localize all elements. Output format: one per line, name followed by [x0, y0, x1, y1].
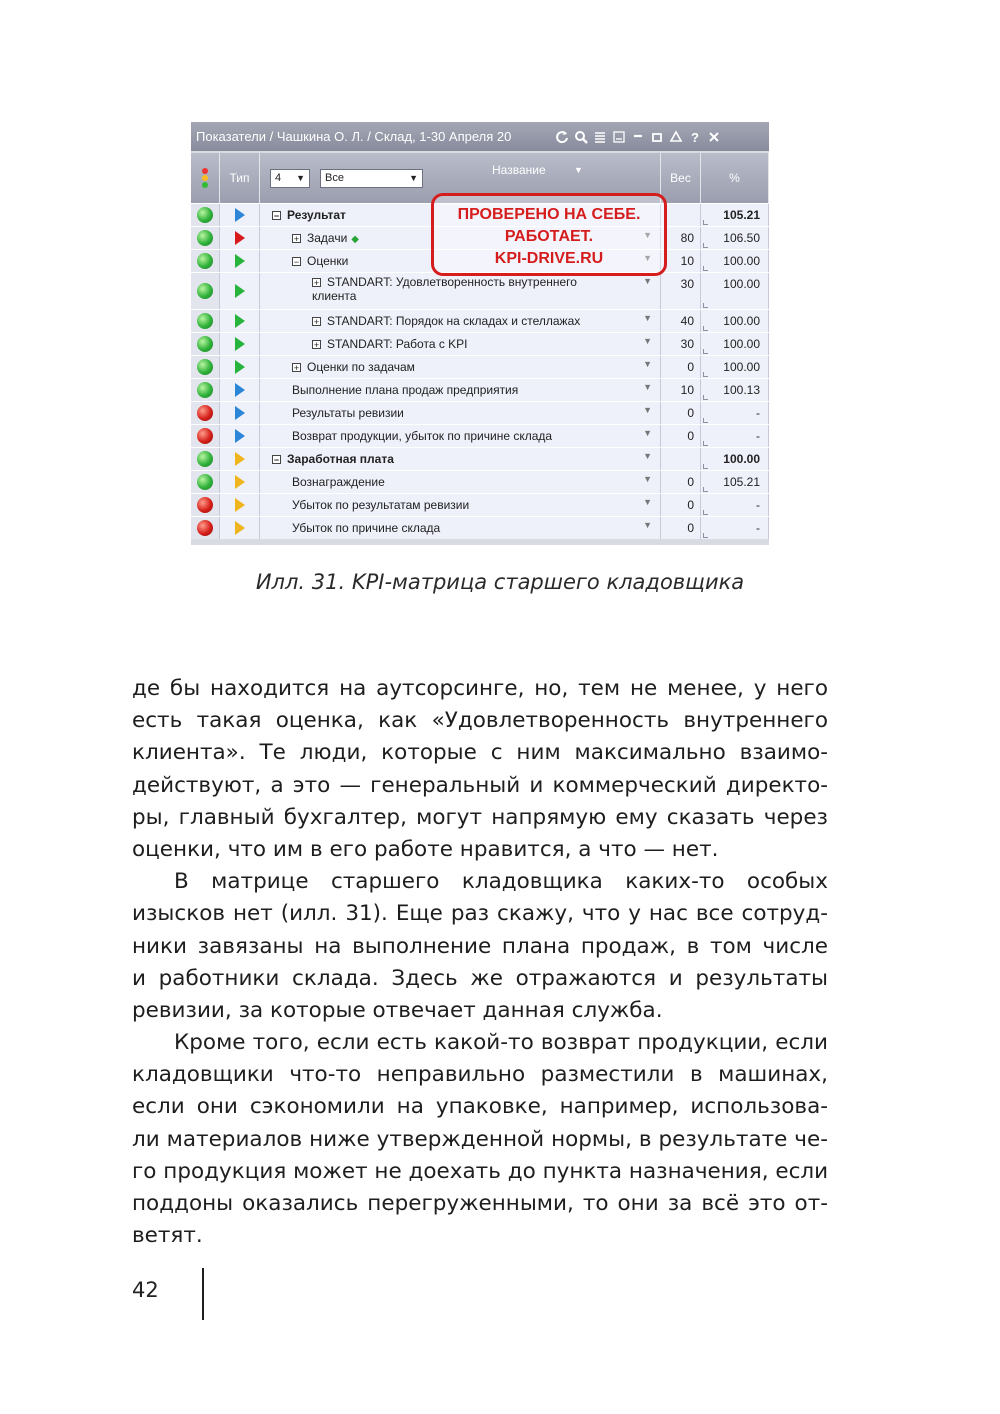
body-line: поддоны оказались перегруженными, то они за всё это от-	[132, 1191, 828, 1216]
svg-text:?: ?	[691, 129, 699, 144]
percent-cell	[701, 204, 769, 226]
indicator-name-text: STANDART: Порядок на складах и стеллажах	[327, 314, 581, 328]
indicator-name	[272, 208, 346, 222]
flag-green-icon	[235, 284, 245, 298]
status-red-icon	[197, 497, 213, 513]
weight-cell: 40	[661, 310, 701, 332]
flag-yellow-icon	[235, 452, 245, 466]
percent-column-header[interactable]: %	[701, 153, 769, 203]
table-row[interactable]	[191, 401, 769, 424]
indicator-name-text: Оценки по задачам	[307, 360, 415, 374]
toolbar-icons	[554, 129, 722, 145]
body-line: оценки, что им в его работе нравится, а что — нет.	[132, 836, 719, 862]
cell-corner-icon	[703, 243, 708, 248]
body-line: клиента». Те люди, которые с ним максимально взаимо-	[132, 740, 828, 766]
stamp-line-2: РАБОТАЕТ.	[504, 228, 594, 245]
indicator-name-text: Результаты ревизии	[292, 406, 404, 420]
percent-cell	[701, 250, 769, 272]
weight-cell: 0	[661, 471, 701, 493]
chevron-down-icon[interactable]: ▼	[643, 474, 652, 484]
page-number-rule	[202, 1268, 204, 1320]
traffic-light-cell	[191, 250, 220, 272]
indicator-name-text: Заработная плата	[287, 452, 394, 466]
status-green-icon	[197, 230, 213, 246]
expand-icon[interactable]: +	[313, 317, 320, 327]
expand-icon[interactable]: +	[293, 234, 300, 244]
status-green-icon	[197, 283, 213, 299]
name-cell[interactable]	[260, 425, 661, 447]
name-cell[interactable]	[260, 379, 661, 401]
name-column-label: Название	[492, 163, 546, 177]
search-icon[interactable]	[573, 129, 589, 145]
traffic-light-cell	[191, 494, 220, 516]
chevron-down-icon[interactable]: ▼	[643, 336, 652, 346]
indicator-name	[292, 383, 518, 397]
traffic-light-column-header[interactable]	[191, 153, 220, 203]
cell-corner-icon	[703, 487, 708, 492]
indicator-name-text: Результат	[287, 208, 346, 222]
indicator-name-text: Убыток по результатам ревизии	[292, 498, 470, 512]
name-cell[interactable]	[260, 494, 661, 516]
traffic-light-cell	[191, 471, 220, 493]
indicator-name	[312, 337, 468, 351]
body-line: если они сэкономили на упаковке, например, использова-	[132, 1094, 828, 1120]
cell-corner-icon	[703, 510, 708, 515]
table-row[interactable]	[191, 355, 769, 378]
body-line: де бы находится на аутсорсинге, но, тем не менее, у него	[132, 676, 828, 701]
chevron-down-icon[interactable]: ▼	[643, 497, 652, 507]
traffic-light-cell	[191, 448, 220, 470]
filter-select[interactable]	[320, 169, 423, 188]
print-icon[interactable]	[668, 129, 684, 145]
expand-icon[interactable]: +	[313, 340, 320, 350]
cell-corner-icon	[703, 372, 708, 377]
cell-corner-icon	[703, 303, 708, 308]
status-green-icon	[197, 382, 213, 398]
weight-cell: 0	[661, 356, 701, 378]
percent-cell	[701, 448, 769, 470]
collapse-icon[interactable]: −	[273, 211, 280, 221]
type-cell	[220, 227, 260, 249]
flag-yellow-icon	[235, 475, 245, 489]
type-column-header[interactable]: Тип	[220, 153, 260, 203]
level-select[interactable]	[270, 169, 310, 188]
percent-cell	[701, 310, 769, 332]
percent-value: 100.00	[723, 277, 760, 291]
indicator-name	[312, 314, 580, 328]
status-red-icon	[197, 520, 213, 536]
type-cell	[220, 494, 260, 516]
status-green-icon	[197, 253, 213, 269]
percent-cell	[701, 273, 769, 309]
flag-red-icon	[235, 231, 245, 245]
list-icon[interactable]	[592, 129, 608, 145]
body-line: изысков нет (илл. 31). Еще раз скажу, что у нас все сотруд-	[132, 901, 828, 927]
sort-arrow-icon[interactable]: ▼	[574, 165, 583, 175]
cell-corner-icon	[703, 464, 708, 469]
percent-value: -	[756, 521, 760, 535]
cell-corner-icon	[703, 441, 708, 446]
body-line: кладовщики что-то неправильно разместили в машинах,	[132, 1062, 828, 1088]
indicator-name-text: STANDART: Удовлетворенность внутреннего клиента	[312, 275, 577, 303]
body-line: есть такая оценка, как «Удовлетворенность внутреннего	[132, 708, 828, 734]
window-title: Показатели / Чашкина О. Л. / Склад, 1-30 Апреля 20	[196, 129, 512, 144]
name-cell[interactable]	[260, 448, 661, 470]
flag-blue-icon	[235, 406, 245, 420]
indicator-name-text: STANDART: Работа с KPI	[327, 337, 468, 351]
indicator-name	[292, 429, 552, 443]
flag-blue-icon	[235, 429, 245, 443]
percent-value: 100.13	[723, 383, 760, 397]
window-titlebar	[191, 122, 769, 151]
body-line: Кроме того, если есть какой-то возврат продукции, если	[174, 1030, 828, 1056]
weight-cell: 30	[661, 333, 701, 355]
chevron-down-icon[interactable]: ▼	[643, 253, 652, 263]
flag-yellow-icon	[235, 521, 245, 535]
indicator-name-text: Задачи	[307, 231, 348, 245]
cell-corner-icon	[703, 220, 708, 225]
weight-cell: 0	[661, 402, 701, 424]
table-row[interactable]	[191, 332, 769, 355]
flag-green-icon	[235, 314, 245, 328]
type-cell	[220, 273, 260, 309]
indicator-name-text: Вознаграждение	[292, 475, 385, 489]
type-cell	[220, 517, 260, 539]
traffic-light-icon	[202, 168, 208, 188]
table-row[interactable]	[191, 272, 769, 309]
chevron-down-icon[interactable]: ▼	[643, 359, 652, 369]
filter-select-value: Все	[325, 172, 344, 184]
cell-corner-icon	[703, 395, 708, 400]
traffic-light-cell	[191, 310, 220, 332]
chevron-down-icon: ▼	[296, 173, 305, 183]
help-icon[interactable]	[687, 129, 703, 145]
name-cell[interactable]	[260, 333, 661, 355]
percent-cell	[701, 227, 769, 249]
cell-corner-icon	[703, 418, 708, 423]
body-line: ветят.	[132, 1223, 203, 1249]
percent-cell	[701, 356, 769, 378]
weight-cell	[661, 204, 701, 226]
type-cell	[220, 425, 260, 447]
indicator-name-text: Убыток по причине склада	[292, 521, 441, 535]
cell-corner-icon	[703, 266, 708, 271]
type-cell	[220, 356, 260, 378]
type-cell	[220, 379, 260, 401]
indicator-name	[292, 475, 385, 489]
percent-cell	[701, 494, 769, 516]
table-row[interactable]	[191, 470, 769, 493]
cell-corner-icon	[703, 349, 708, 354]
chevron-down-icon[interactable]: ▼	[643, 382, 652, 392]
cell-corner-icon	[703, 533, 708, 538]
percent-cell	[701, 379, 769, 401]
traffic-light-cell	[191, 227, 220, 249]
body-line: ники завязаны на выполнение плана продаж, в том числе	[132, 933, 828, 959]
percent-cell	[701, 333, 769, 355]
traffic-light-cell	[191, 204, 220, 226]
close-icon[interactable]	[706, 129, 722, 145]
body-line: ревизии, за которые отвечает данная служба.	[132, 997, 663, 1023]
traffic-light-cell	[191, 273, 220, 309]
percent-cell	[701, 402, 769, 424]
traffic-light-cell	[191, 333, 220, 355]
percent-value: 105.21	[723, 475, 760, 489]
body-line: и работники склада. Здесь же отражаются и результаты	[132, 965, 828, 991]
diamond-icon: ◆	[351, 234, 359, 245]
chevron-down-icon[interactable]: ▼	[643, 405, 652, 415]
indicator-name	[292, 406, 404, 420]
percent-value: 100.00	[723, 254, 760, 268]
status-green-icon	[197, 451, 213, 467]
indicator-name-text: Возврат продукции, убыток по причине склада	[292, 429, 553, 443]
weight-cell: 80	[661, 227, 701, 249]
chevron-down-icon[interactable]: ▼	[643, 428, 652, 438]
body-line: В матрице старшего кладовщика каких-то особых	[174, 869, 828, 895]
status-red-icon	[197, 405, 213, 421]
stamp-line-1: ПРОВЕРЕНО НА СЕБЕ.	[457, 206, 641, 223]
flag-green-icon	[235, 337, 245, 351]
table-row[interactable]	[191, 493, 769, 516]
verified-stamp	[431, 193, 667, 276]
refresh-icon[interactable]	[554, 129, 570, 145]
type-cell	[220, 448, 260, 470]
expand-icon[interactable]: +	[293, 363, 300, 373]
weight-cell: 0	[661, 425, 701, 447]
indicator-name	[292, 360, 415, 374]
traffic-light-cell	[191, 517, 220, 539]
status-green-icon	[197, 474, 213, 490]
body-line: действуют, а это — генеральный и коммерческий директо-	[132, 772, 828, 798]
name-cell[interactable]	[260, 517, 661, 539]
weight-cell: 30	[661, 273, 701, 309]
stamp-line-3: KPI-DRIVE.RU	[494, 250, 604, 267]
body-line: го продукция может не доехать до пункта назначения, если	[132, 1158, 829, 1184]
page-number: 42	[132, 1278, 159, 1302]
export-icon[interactable]	[611, 129, 627, 145]
name-cell[interactable]	[260, 310, 661, 332]
status-green-icon	[197, 359, 213, 375]
status-green-icon	[197, 207, 213, 223]
cell-corner-icon	[703, 326, 708, 331]
name-cell[interactable]	[260, 273, 661, 309]
traffic-light-cell	[191, 425, 220, 447]
status-green-icon	[197, 336, 213, 352]
weight-cell: 0	[661, 494, 701, 516]
percent-value: 100.00	[723, 360, 760, 374]
table-row[interactable]	[191, 424, 769, 447]
percent-value: 105.21	[723, 208, 760, 222]
name-cell[interactable]	[260, 471, 661, 493]
weight-cell	[661, 448, 701, 470]
table-row[interactable]	[191, 516, 769, 539]
type-cell	[220, 402, 260, 424]
body-line: ли материалов ниже утвержденной нормы, в результате че-	[132, 1126, 828, 1152]
indicator-name	[292, 498, 469, 512]
figure-caption: Илл. 31. KPI-матрица старшего кладовщика	[255, 570, 745, 594]
percent-value: 100.00	[723, 337, 760, 351]
chevron-down-icon[interactable]: ▼	[643, 313, 652, 323]
percent-value: 106.50	[723, 231, 760, 245]
table-row[interactable]	[191, 378, 769, 401]
kpi-matrix-screenshot	[191, 122, 769, 545]
traffic-light-cell	[191, 379, 220, 401]
flag-green-icon	[235, 254, 245, 268]
chevron-down-icon[interactable]: ▼	[643, 276, 652, 286]
name-cell[interactable]	[260, 356, 661, 378]
status-green-icon	[197, 313, 213, 329]
chevron-down-icon: ▼	[409, 173, 418, 183]
flag-blue-icon	[235, 208, 245, 222]
body-text	[132, 673, 828, 1252]
chevron-down-icon[interactable]: ▼	[643, 451, 652, 461]
type-cell	[220, 250, 260, 272]
weight-column-header[interactable]: Вес	[661, 153, 701, 203]
type-cell	[220, 204, 260, 226]
flag-yellow-icon	[235, 498, 245, 512]
type-cell	[220, 471, 260, 493]
percent-cell	[701, 471, 769, 493]
percent-value: -	[756, 429, 760, 443]
table-row[interactable]	[191, 447, 769, 470]
name-cell[interactable]	[260, 402, 661, 424]
collapse-icon[interactable]: −	[293, 257, 300, 267]
chevron-down-icon[interactable]: ▼	[643, 230, 652, 240]
expand-icon[interactable]: +	[313, 278, 320, 288]
indicator-name-text: Выполнение плана продаж предприятия	[292, 383, 519, 397]
percent-value: -	[756, 406, 760, 420]
type-cell	[220, 310, 260, 332]
traffic-light-cell	[191, 402, 220, 424]
percent-value: 100.00	[723, 314, 760, 328]
weight-cell: 0	[661, 517, 701, 539]
traffic-light-cell	[191, 356, 220, 378]
indicator-name	[292, 521, 440, 535]
percent-value: -	[756, 498, 760, 512]
weight-cell: 10	[661, 379, 701, 401]
indicator-name	[292, 231, 359, 245]
indicator-name-text: Оценки	[307, 254, 349, 268]
indicator-name	[292, 254, 348, 268]
weight-cell: 10	[661, 250, 701, 272]
type-cell	[220, 333, 260, 355]
table-row[interactable]	[191, 309, 769, 332]
status-red-icon	[197, 428, 213, 444]
collapse-icon[interactable]: −	[273, 455, 280, 465]
chevron-down-icon[interactable]: ▼	[643, 520, 652, 530]
percent-cell	[701, 425, 769, 447]
level-select-value: 4	[275, 172, 282, 184]
percent-value: 100.00	[723, 452, 760, 466]
body-line: ры, главный бухгалтер, могут напрямую ему сказать через	[132, 804, 828, 830]
flag-blue-icon	[235, 383, 245, 397]
indicator-name	[312, 275, 622, 303]
flag-green-icon	[235, 360, 245, 374]
indicator-name	[272, 452, 394, 466]
minimize-icon[interactable]	[630, 129, 646, 145]
maximize-icon[interactable]	[649, 129, 665, 145]
percent-cell	[701, 517, 769, 539]
